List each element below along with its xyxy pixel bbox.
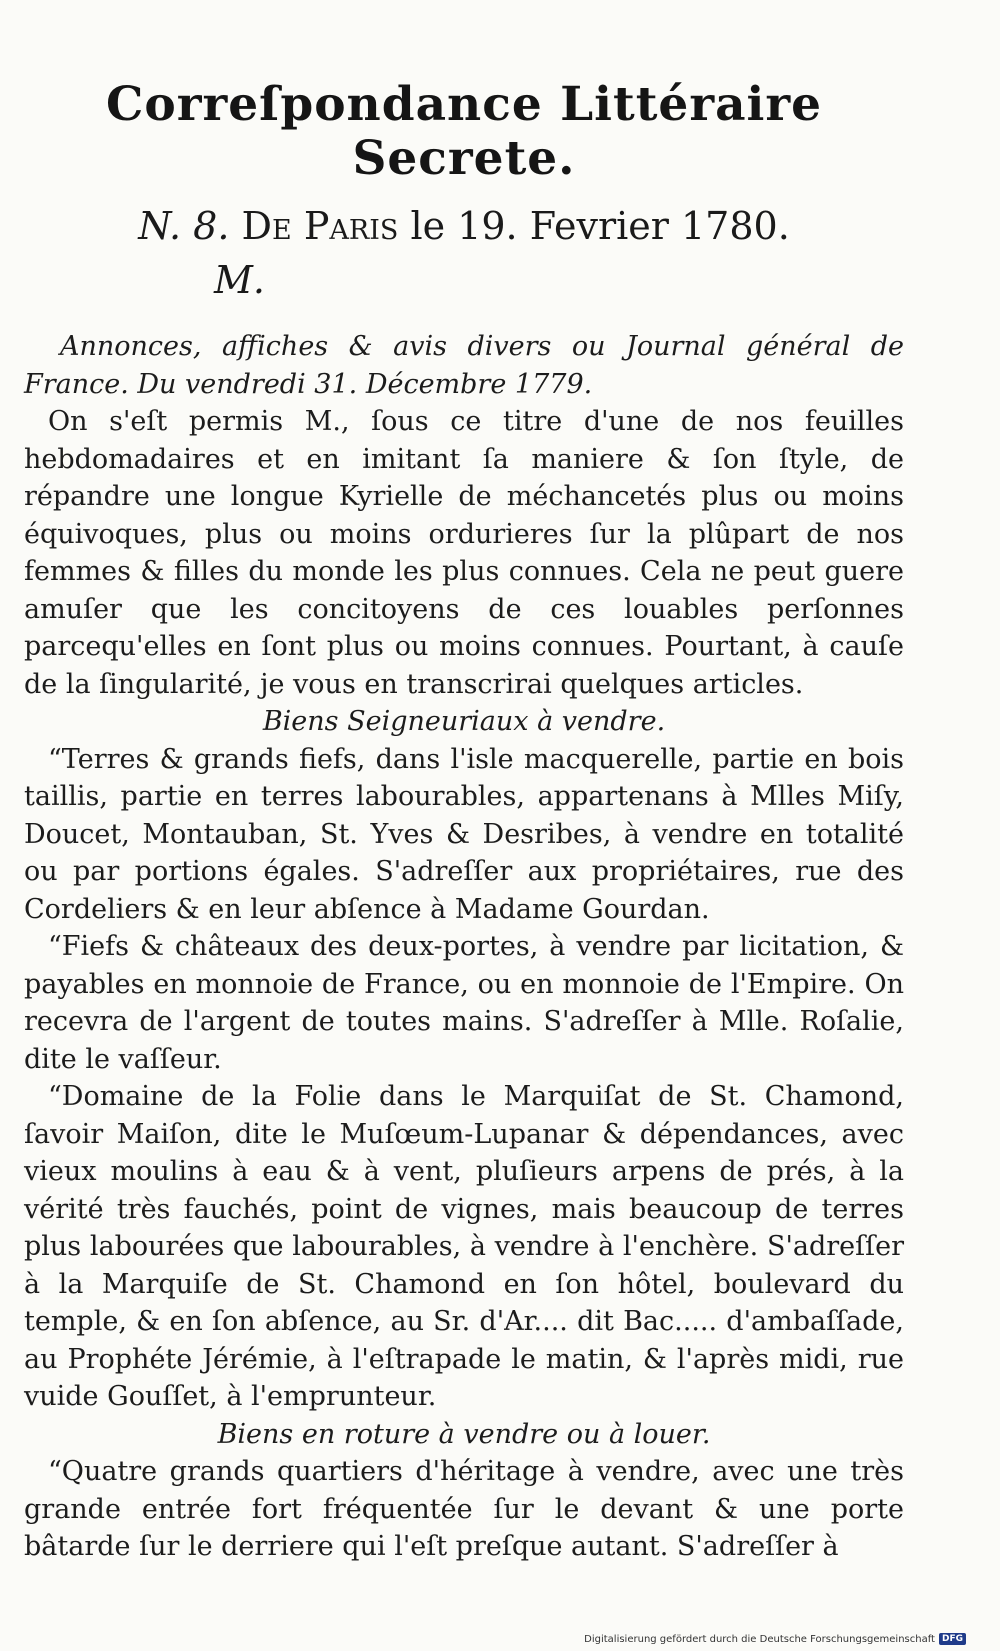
dfg-logo-icon: DFG: [939, 1633, 966, 1645]
issue-de: De: [241, 204, 292, 248]
issue-city: Paris: [303, 204, 399, 248]
paragraph-intro: On s'eſt permis M., ſous ce titre d'une de nos feuilles hebdomadaires et en imitant ſa maniere & ſon ſtyle, de répandre une longue Kyrielle de méchancetés plus ou moins équivoques, plus ou moins ordurieres ſur la plûpart de nos femmes & filles du monde les plus connues. Cela ne peut guere amuſer que les concitoyens de ces louables perſonnes parcequ'elles en ſont plus ou moins connues. Pourtant, à cauſe de la ſingularité, je vous en transcrirai quelques articles.: [24, 406, 904, 700]
section-heading-seigneuriaux: Biens Seigneuriaux à vendre.: [262, 706, 666, 737]
digitization-credit: [584, 1633, 966, 1645]
issue-number: N. 8.: [138, 204, 230, 248]
paragraph-domaine: “Domaine de la Folie dans le Marquiſat de St. Chamond, ſavoir Maiſon, dite le Muſœum-Lupanar & dépendances, avec vieux moulins à eau & à vent, pluſieurs arpens de prés, à la vérité très fauchés, point de vignes, mais beaucoup de terres plus labourées que labourables, à vendre à l'enchère. S'adreſſer à la Marquiſe de St. Chamond en ſon hôtel, boulevard du temple, & en ſon abſence, au Sr. d'Ar.... dit Bac..... d'ambaſſade, au Prophéte Jérémie, à l'eſtrapade le matin, & l'après midi, rue vuide Gouſſet, à l'emprunteur.: [24, 1081, 904, 1412]
paragraph-quatre: “Quatre grands quartiers d'héritage à vendre, avec une très grande entrée fort fréquentée ſur le devant & une porte bâtarde ſur le derriere qui l'eſt preſque autant. S'adreſſer à: [24, 1456, 904, 1562]
issue-line: [24, 204, 904, 248]
masthead-title: Correſpondance Littéraire Secrete.: [105, 77, 823, 186]
credit-text: Digitalisierung gefördert durch die Deutsche Forschungsgemeinschaft: [584, 1633, 935, 1645]
issue-date: le 19. Fevrier 1780.: [410, 204, 790, 248]
salutation: M.: [214, 258, 265, 302]
section-heading-roture: Biens en roture à vendre ou à louer.: [217, 1418, 711, 1450]
paragraph-fiefs: “Fiefs & châteaux des deux-portes, à vendre par licitation, & payables en monnoie de France, ou en monnoie de l'Empire. On recevra de l'argent de toutes mains. S'adreſſer à Mlle. Roſalie, dite le vaſſeur.: [24, 931, 904, 1075]
paragraph-terres: “Terres & grands fiefs, dans l'isle macquerelle, partie en bois taillis, partie en terres labourables, appartenans à Mlles Miſy, Doucet, Montauban, St. Yves & Desribes, à vendre en totalité ou par portions égales. S'adreſſer aux propriétaires, rue des Cordeliers & en leur abſence à Madame Gourdan.: [24, 743, 904, 925]
text-block: [24, 78, 904, 1566]
article-title: Annonces, affiches & avis divers ou Journal général de France. Du vendredi 31. Décembre 1779.: [24, 331, 904, 400]
